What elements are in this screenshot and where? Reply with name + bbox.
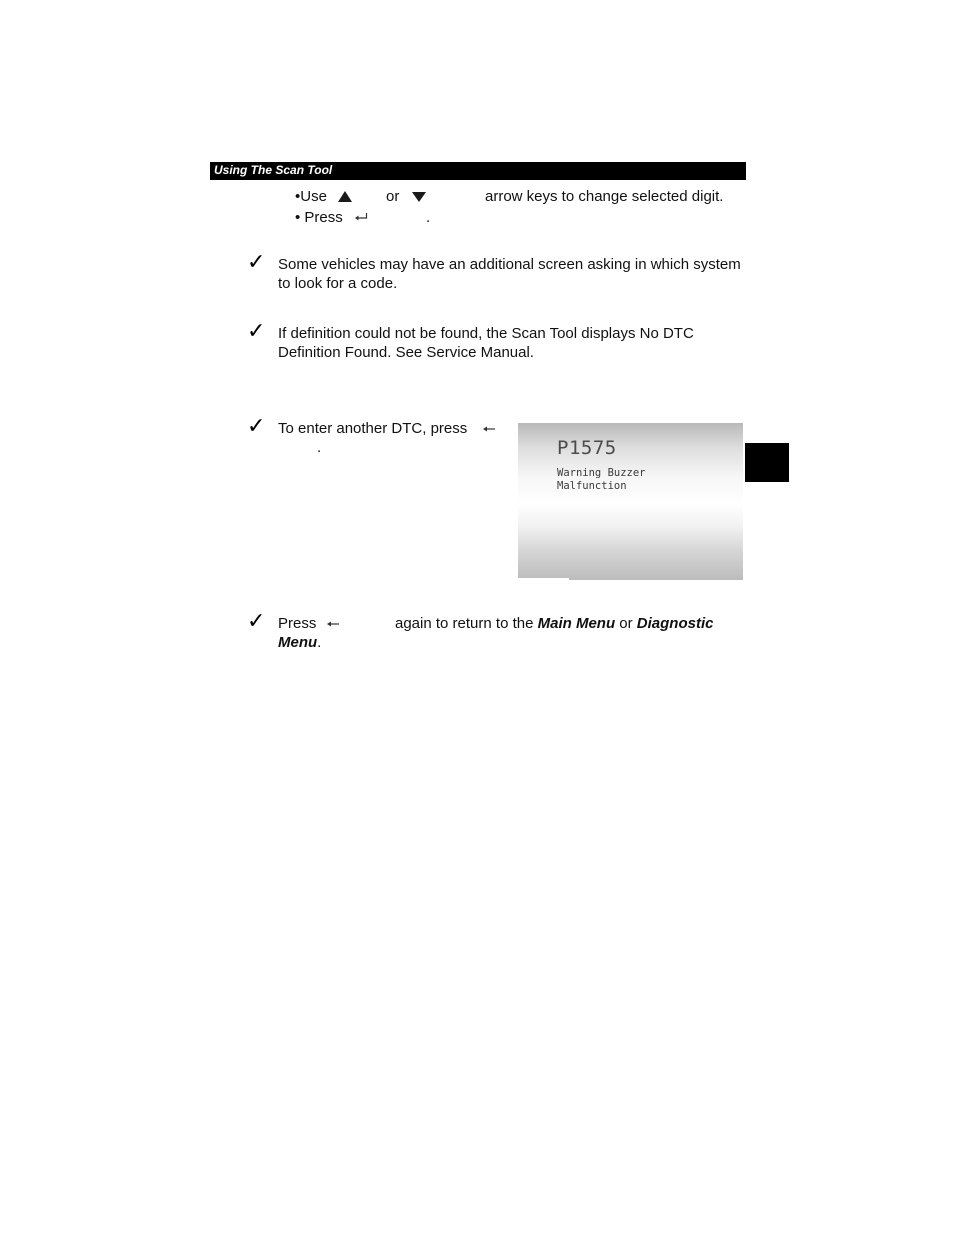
arrow-keys-instruction: arrow keys to change selected digit. [485,188,724,205]
or-label: or [386,188,400,205]
check-icon: ✓ [247,250,266,275]
note-end: . [317,634,322,651]
section-header-bar [210,162,746,180]
back-arrow-icon [483,425,495,433]
note-line: Definition Found. See Service Manual. [278,344,534,361]
note-no-definition [278,324,694,362]
main-menu-ref: Main Menu [537,615,616,632]
note-press-label: Press [278,615,317,632]
chapter-tab [745,443,789,482]
return-text: again to return to the [395,615,534,632]
note-line: to look for a code. [278,275,398,292]
use-label: •Use [295,188,327,205]
or-text: or [619,615,633,632]
menu-ref: Menu [278,634,318,651]
screen-notch [518,578,569,580]
section-title: Using The Scan Tool [214,163,333,177]
note-period: . [317,439,322,456]
dtc-definition-line: Warning Buzzer [557,467,646,479]
check-icon: ✓ [247,319,266,344]
up-arrow-icon [338,191,352,202]
note-additional-screen [278,255,741,293]
diagnostic-ref: Diagnostic [636,615,714,632]
dtc-definition-line: Malfunction [557,480,627,492]
dtc-code: P1575 [557,437,617,459]
note-return-instruction [395,614,713,633]
down-arrow-icon [412,192,426,202]
note-line: Some vehicles may have an additional screen asking in which system [278,256,741,273]
enter-icon [355,212,368,222]
check-icon: ✓ [247,609,266,634]
note-return-line2 [278,633,321,652]
note-line: If definition could not be found, the Scan Tool displays No DTC [278,325,694,342]
check-icon: ✓ [247,414,266,439]
press-label: • Press [295,209,343,226]
scan-tool-screen [518,423,743,580]
note-enter-another-dtc: To enter another DTC, press [278,420,468,437]
press-period: . [426,209,431,226]
back-arrow-icon [327,620,339,628]
